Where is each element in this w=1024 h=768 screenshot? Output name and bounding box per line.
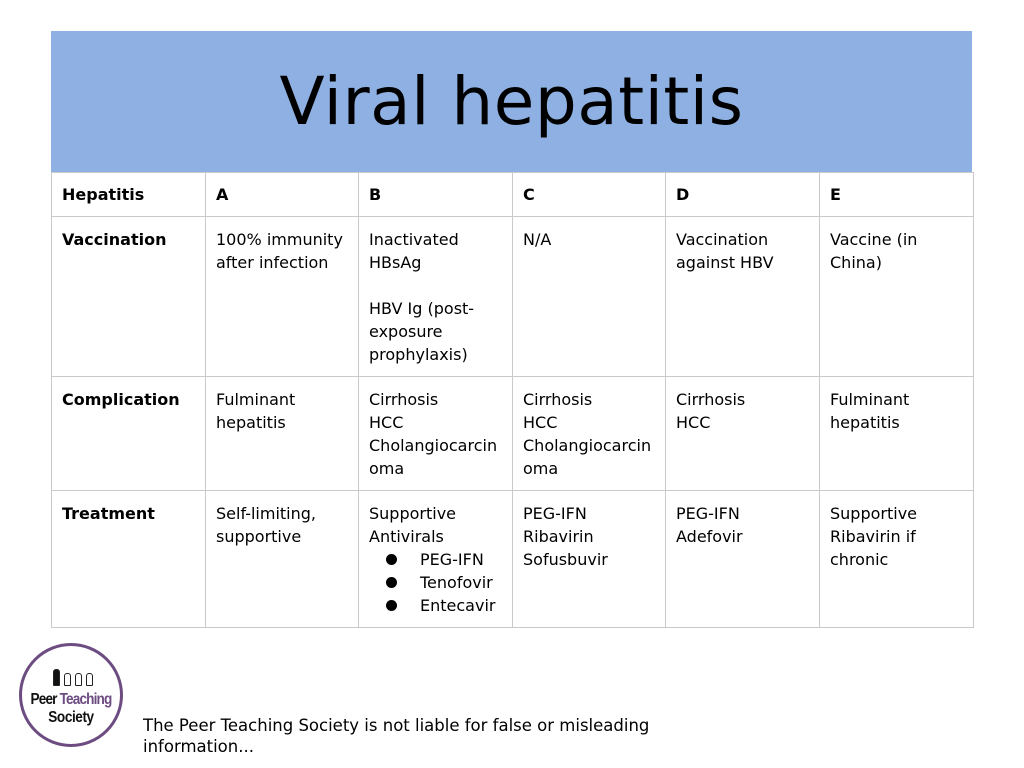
table-row xyxy=(52,217,974,377)
hepatitis-table xyxy=(51,172,974,628)
people-icon xyxy=(51,669,97,689)
cell-line: HCC xyxy=(523,413,558,432)
cell-line: Vaccination xyxy=(676,230,769,249)
slide-title: Viral hepatitis xyxy=(279,63,744,140)
cell-line: Fulminant xyxy=(830,390,910,409)
cell-line: Vaccine (in xyxy=(830,230,918,249)
cell-line: HBV Ig (post- xyxy=(369,299,475,318)
disclaimer-text: The Peer Teaching Society is not liable for false or misleading information... xyxy=(143,716,650,756)
bullet-icon xyxy=(386,600,397,611)
cell-line: Cholangiocarcin xyxy=(369,436,498,455)
cell-line: Cirrhosis xyxy=(523,390,593,409)
table-cell xyxy=(820,491,974,628)
cell-line: 100% immunity xyxy=(216,230,343,249)
cell-line: Ribavirin if xyxy=(830,527,916,546)
cell-line: prophylaxis) xyxy=(369,345,468,364)
table-cell xyxy=(820,217,974,377)
cell-line: exposure xyxy=(369,322,443,341)
cell-line: Ribavirin xyxy=(523,527,594,546)
header-cell: E xyxy=(820,173,974,217)
bullet-text: Tenofovir xyxy=(420,573,493,592)
table-cell xyxy=(666,377,820,491)
cell-line: Supportive xyxy=(830,504,918,523)
cell-line: HCC xyxy=(676,413,711,432)
cell-line: Inactivated xyxy=(369,230,459,249)
cell-line: Supportive xyxy=(369,504,457,523)
cell-gap xyxy=(369,274,503,297)
table-cell xyxy=(206,491,359,628)
cell-line: Cirrhosis xyxy=(676,390,746,409)
cell-line: HCC xyxy=(369,413,404,432)
bullet-icon xyxy=(386,577,397,588)
cell-line: PEG-IFN xyxy=(523,504,587,523)
table-header-row xyxy=(52,173,974,217)
table-cell xyxy=(206,377,359,491)
table-cell xyxy=(359,217,513,377)
cell-line: against HBV xyxy=(676,253,774,272)
table-cell xyxy=(666,491,820,628)
title-banner xyxy=(51,31,972,172)
cell-line: Antivirals xyxy=(369,527,444,546)
bullet-item xyxy=(369,548,503,571)
table-cell xyxy=(206,217,359,377)
cell-line: Sofusbuvir xyxy=(523,550,608,569)
table-cell xyxy=(513,377,666,491)
cell-line: HBsAg xyxy=(369,253,422,272)
table-cell xyxy=(359,377,513,491)
header-cell: A xyxy=(206,173,359,217)
bullet-item xyxy=(369,594,503,617)
table-cell xyxy=(666,217,820,377)
bullet-icon xyxy=(386,554,397,565)
cell-line: N/A xyxy=(523,230,552,249)
cell-line: Self-limiting, xyxy=(216,504,316,523)
logo-line2: Society xyxy=(48,709,94,726)
cell-line: after infection xyxy=(216,253,329,272)
cell-line: supportive xyxy=(216,527,302,546)
table-cell xyxy=(513,217,666,377)
cell-line: chronic xyxy=(830,550,889,569)
cell-line: Fulminant xyxy=(216,390,296,409)
table-cell xyxy=(513,491,666,628)
logo-word-teaching: Teaching xyxy=(59,691,112,708)
row-label-complication: Complication xyxy=(52,377,206,491)
table-row xyxy=(52,491,974,628)
logo-line1 xyxy=(29,691,112,709)
bullet-item xyxy=(369,571,503,594)
header-cell: B xyxy=(359,173,513,217)
cell-line: Cholangiocarcin xyxy=(523,436,652,455)
table-cell xyxy=(820,377,974,491)
logo-word-peer: Peer xyxy=(30,691,57,708)
table-row xyxy=(52,377,974,491)
row-label-treatment: Treatment xyxy=(52,491,206,628)
row-label-vaccination: Vaccination xyxy=(52,217,206,377)
cell-line: hepatitis xyxy=(830,413,900,432)
header-cell: Hepatitis xyxy=(52,173,206,217)
cell-line: oma xyxy=(369,459,405,478)
cell-line: PEG-IFN xyxy=(676,504,740,523)
cell-line: Adefovir xyxy=(676,527,743,546)
cell-line: Cirrhosis xyxy=(369,390,439,409)
cell-line: oma xyxy=(523,459,559,478)
cell-line: hepatitis xyxy=(216,413,286,432)
peer-teaching-society-logo xyxy=(19,643,123,747)
bullet-text: Entecavir xyxy=(420,596,496,615)
header-cell: C xyxy=(513,173,666,217)
cell-line: China) xyxy=(830,253,882,272)
bullet-text: PEG-IFN xyxy=(420,550,484,569)
table-cell xyxy=(359,491,513,628)
header-cell: D xyxy=(666,173,820,217)
